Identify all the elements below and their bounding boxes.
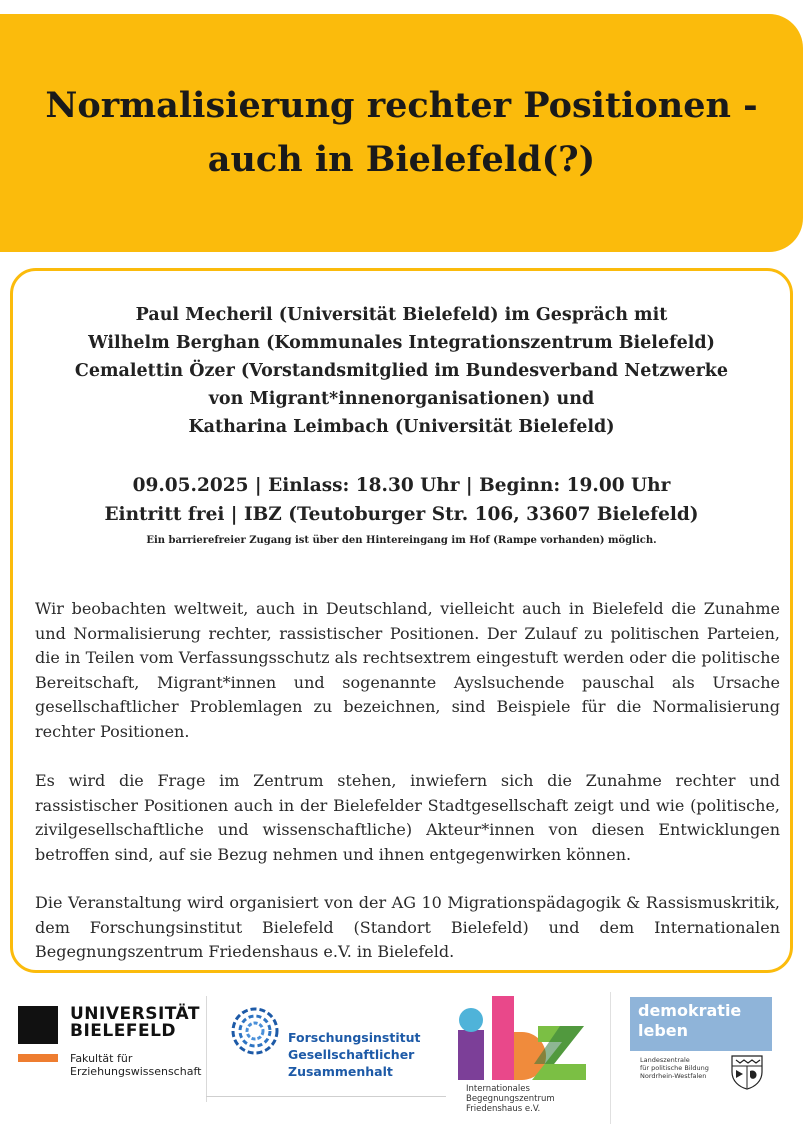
title-line-1: Normalisierung rechter Positionen - <box>45 85 758 126</box>
demokratie-leben-text: demokratie leben <box>638 1001 742 1040</box>
speakers-block <box>13 301 790 441</box>
paragraph-question: Es wird die Frage im Zentrum stehen, inwiefern sich die Zunahme rechter und rassistischer Positionen auch in der Bielefelder Stadtgesellschaft zeigt und wie (politische, zivilgesellschaftliche und wissenschaftliche) Akteur*innen von diesen Entwicklungen betroffen sind, auf sie Bezug nehmen und ihnen entgegenwirken können. <box>35 771 780 864</box>
fgz-name: Forschungsinstitut Gesellschaftlicher Zusammenhalt <box>288 1030 421 1079</box>
fgz-logo <box>230 1000 430 1090</box>
landeszentrale-text: Landeszentrale für politische Bildung Nordrhein-Westfalen <box>640 1056 709 1080</box>
accessibility-note: Ein barrierefreier Zugang ist über den Hintereingang im Hof (Rampe vorhanden) möglich. <box>146 535 657 546</box>
date-time-line: 09.05.2025 | Einlass: 18.30 Uhr | Beginn: 19.00 Uhr <box>132 475 671 496</box>
fgz-circles-icon <box>230 1006 280 1056</box>
title-banner <box>0 14 803 252</box>
paragraph-organizers: Die Veranstaltung wird organisiert von der AG 10 Migrationspädagogik & Rassismuskritik, dem Forschungsinstitut Bielefeld (Standort Bielefeld) und dem Internationalen Begegnungszentrum Friedenshaus e.V. in Bielefeld. <box>35 893 780 962</box>
uni-square-mark <box>18 1006 58 1044</box>
speaker-line: Katharina Leimbach (Universität Bielefeld) <box>188 417 615 437</box>
logo-underline <box>206 1096 446 1097</box>
demokratie-leben-logo <box>630 997 772 1051</box>
event-card <box>10 268 793 973</box>
uni-orange-bar <box>18 1054 58 1062</box>
speaker-line: Paul Mecheril (Universität Bielefeld) im Gespräch mit <box>135 305 668 325</box>
venue-line: Eintritt frei | IBZ (Teutoburger Str. 106, 33607 Bielefeld) <box>104 504 699 525</box>
speaker-line: Cemalettin Özer (Vorstandsmitglied im Bundesverband Netzwerke <box>74 361 729 381</box>
event-details <box>13 471 790 529</box>
uni-faculty: Fakultät für Erziehungswissenschaft <box>70 1052 202 1078</box>
ibz-name: Internationales Begegnungszentrum Friedenshaus e.V. <box>466 1084 555 1114</box>
logo-footer <box>0 990 808 1140</box>
uni-bielefeld-logo <box>18 1006 208 1086</box>
speaker-line: von Migrant*innenorganisationen) und <box>208 389 595 409</box>
title-line-2: auch in Bielefeld(?) <box>207 139 596 180</box>
uni-name: UNIVERSITÄT BIELEFELD <box>70 1004 200 1041</box>
logo-divider <box>206 996 207 1102</box>
ibz-logo <box>452 990 612 1125</box>
nrw-coat-of-arms-icon <box>730 1054 764 1090</box>
logo-divider <box>610 992 611 1124</box>
speaker-line: Wilhelm Berghan (Kommunales Integrationszentrum Bielefeld) <box>88 333 715 353</box>
ibz-letters-icon <box>456 992 596 1084</box>
paragraph-intro: Wir beobachten weltweit, auch in Deutschland, vielleicht auch in Bielefeld die Zunahme und Normalisierung rechter, rassistischer Positionen. Der Zulauf zu politischen Parteien, die in Teilen vom Verfassungsschutz als rechtsextrem eingestuft werden oder die politische Bereitschaft, Migrant*innen und sogenannte Ayslsuchende pauschal als Ursache gesellschaftlicher Problemlagen zu bezeichnen, sind Beispiele für die Normalisierung rechter Positionen. <box>35 599 780 741</box>
